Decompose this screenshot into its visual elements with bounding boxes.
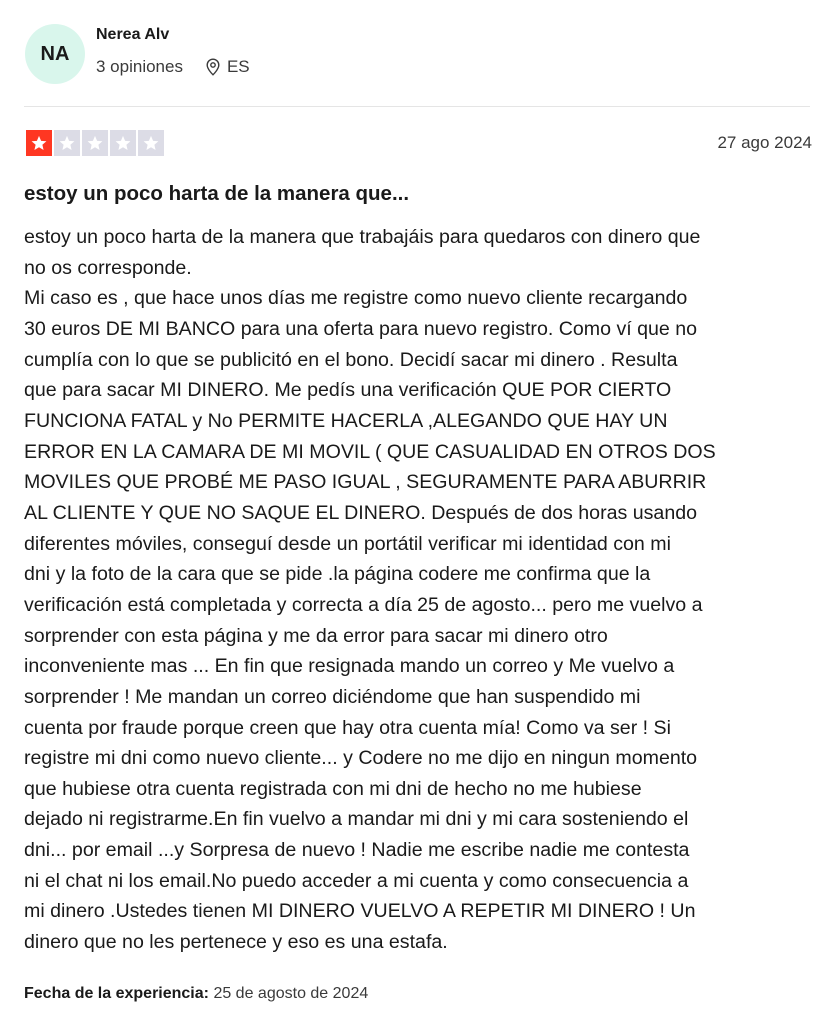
- review-body-line: ERROR EN LA CAMARA DE MI MOVIL ( QUE CASUALIDAD EN OTROS DOS: [24, 440, 716, 463]
- avatar-initials: NA: [40, 42, 70, 65]
- review-body-line: cuenta por fraude porque creen que hay otra cuenta mía! Como va ser ! Si: [24, 716, 671, 739]
- review-body-line: sorprender ! Me mandan un correo diciéndome que han suspendido mi: [24, 685, 641, 708]
- review-body-line: que para sacar MI DINERO. Me pedís una verificación QUE POR CIERTO: [24, 379, 672, 402]
- review-body: [24, 222, 716, 958]
- review-body-line: AL CLIENTE Y QUE NO SAQUE EL DINERO. Después de dos horas usando: [24, 501, 698, 524]
- map-pin-icon: [205, 58, 221, 76]
- review-body-line: ni el chat ni los email.No puedo acceder a mi cuenta y como consecuencia a: [24, 869, 689, 892]
- experience-date-value: 25 de agosto de 2024: [213, 985, 369, 1002]
- review-body-line: sorprender con esta página y me da error para sacar mi dinero otro: [24, 624, 608, 647]
- review-body-line: inconveniente mas ... En fin que resignada mando un correo y Me vuelvo a: [24, 655, 675, 678]
- star-icon: [82, 130, 108, 156]
- star-icon: [138, 130, 164, 156]
- avatar[interactable]: [25, 24, 85, 84]
- review-body-line: dejado ni registrarme.En fin vuelvo a mandar mi dni y mi cara sosteniendo el: [24, 808, 689, 831]
- reviewer-meta: [96, 57, 250, 77]
- review-body-line: estoy un poco harta de la manera que trabajáis para quedaros con dinero que: [24, 226, 701, 248]
- review-title[interactable]: estoy un poco harta de la manera que...: [24, 182, 410, 205]
- review-body-line: MOVILES QUE PROBÉ ME PASO IGUAL , SEGURAMENTE PARA ABURRIR: [24, 471, 707, 494]
- reviews-count: 3 opiniones: [96, 57, 183, 76]
- review-body-line: no os corresponde.: [24, 256, 192, 279]
- reviewer-location: [205, 57, 250, 77]
- experience-label: Fecha de la experiencia:: [24, 985, 209, 1002]
- review-date: 27 ago 2024: [717, 133, 812, 152]
- review-body-line: verificación está completada y correcta a día 25 de agosto... pero me vuelvo a: [24, 593, 703, 616]
- review-body-line: dni y la foto de la cara que se pide .la página codere me confirma que la: [24, 563, 651, 586]
- review-body-line: 30 euros DE MI BANCO para una oferta para nuevo registro. Como ví que no: [24, 317, 698, 340]
- review-body-line: dni... por email ...y Sorpresa de nuevo ! Nadie me escribe nadie me contesta: [24, 839, 690, 862]
- review-body-line: registre mi dni como nuevo cliente... y Codere no me dijo en ningun momento: [24, 747, 698, 770]
- review-body-line: FUNCIONA FATAL y No PERMITE HACERLA ,ALEGANDO QUE HAY UN: [24, 409, 668, 432]
- divider: [24, 106, 810, 107]
- review-body-line: Mi caso es , que hace unos días me registre como nuevo cliente recargando: [24, 287, 688, 310]
- review-body-line: que hubiese otra cuenta registrada con mi dni de hecho no me hubiese: [24, 777, 642, 800]
- reviewer-name[interactable]: Nerea Alv: [96, 26, 170, 43]
- experience-date: [24, 985, 368, 1003]
- country-code: ES: [226, 57, 250, 76]
- review-body-line: cumplía con lo que se publicitó en el bono. Decidí sacar mi dinero . Resulta: [24, 348, 678, 371]
- star-rating: [26, 130, 164, 156]
- review-body-line: diferentes móviles, conseguí desde un portátil verificar mi identidad con mi: [24, 532, 671, 555]
- star-icon: [26, 130, 52, 156]
- review-body-line: dinero que no les pertenece y eso es una estafa.: [24, 931, 448, 954]
- star-icon: [54, 130, 80, 156]
- review-body-line: mi dinero .Ustedes tienen MI DINERO VUELVO A REPETIR MI DINERO ! Un: [24, 900, 696, 923]
- star-icon: [110, 130, 136, 156]
